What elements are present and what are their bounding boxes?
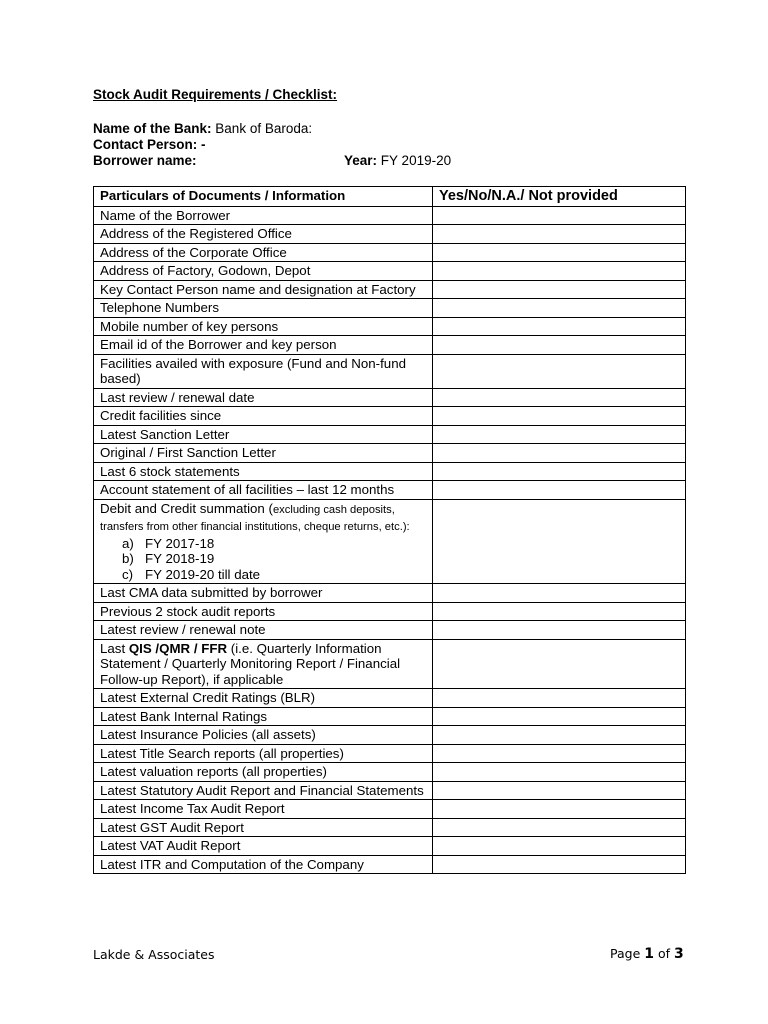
list-text: FY 2017-18 xyxy=(145,535,215,551)
list-marker: b) xyxy=(122,551,134,566)
year-label: Year: xyxy=(344,153,378,168)
table-row xyxy=(94,855,686,874)
page-word: Page xyxy=(610,946,641,961)
row-particular: Latest review / renewal note xyxy=(94,621,433,640)
table-row xyxy=(94,726,686,745)
row-status-cell[interactable] xyxy=(433,388,686,407)
bank-value: Bank of Baroda: xyxy=(215,121,313,136)
row-particular: Original / First Sanction Letter xyxy=(94,444,433,463)
row-particular: Last 6 stock statements xyxy=(94,462,433,481)
row-particular: Name of the Borrower xyxy=(94,206,433,225)
row-status-cell[interactable] xyxy=(433,225,686,244)
row-status-cell[interactable] xyxy=(433,354,686,388)
row-status-cell[interactable] xyxy=(433,602,686,621)
row-particular: Latest Statutory Audit Report and Financial Statements xyxy=(94,781,433,800)
table-row xyxy=(94,584,686,603)
row-particular: Last review / renewal date xyxy=(94,388,433,407)
table-row xyxy=(94,707,686,726)
row-status-cell[interactable] xyxy=(433,726,686,745)
table-row xyxy=(94,639,686,689)
qis-prefix: Last xyxy=(100,640,129,656)
header-status: Yes/No/N.A./ Not provided xyxy=(433,187,686,207)
table-row xyxy=(94,354,686,388)
document-title: Stock Audit Requirements / Checklist: xyxy=(93,87,338,102)
header-particulars: Particulars of Documents / Information xyxy=(94,187,433,207)
row-particular: Latest Bank Internal Ratings xyxy=(94,707,433,726)
borrower-label: Borrower name: xyxy=(93,153,197,168)
row-status-cell[interactable] xyxy=(433,499,686,584)
qis-bold: QIS /QMR / FFR xyxy=(128,640,228,656)
row-particular: Latest GST Audit Report xyxy=(94,818,433,837)
row-status-cell[interactable] xyxy=(433,818,686,837)
contact-line xyxy=(93,137,206,152)
table-row xyxy=(94,206,686,225)
table-row xyxy=(94,781,686,800)
row-particular: Account statement of all facilities – last 12 months xyxy=(94,481,433,500)
list-item xyxy=(100,551,427,567)
bank-label: Name of the Bank: xyxy=(93,121,212,136)
list-item xyxy=(100,567,427,583)
contact-label: Contact Person: - xyxy=(93,137,206,152)
row-particular: Latest External Credit Ratings (BLR) xyxy=(94,689,433,708)
row-particular: Latest ITR and Computation of the Company xyxy=(94,855,433,874)
table-row xyxy=(94,317,686,336)
table-row xyxy=(94,407,686,426)
row-status-cell[interactable] xyxy=(433,639,686,689)
row-status-cell[interactable] xyxy=(433,206,686,225)
year-field xyxy=(344,153,451,168)
page-number xyxy=(610,946,684,962)
table-row xyxy=(94,818,686,837)
bank-line xyxy=(93,121,312,136)
checklist-table xyxy=(93,186,686,874)
row-particular: Address of the Corporate Office xyxy=(94,243,433,262)
row-particular: Mobile number of key persons xyxy=(94,317,433,336)
table-row xyxy=(94,336,686,355)
row-status-cell[interactable] xyxy=(433,855,686,874)
row-particular: Key Contact Person name and designation at Factory xyxy=(94,280,433,299)
list-marker: a) xyxy=(122,535,134,551)
row-particular: Telephone Numbers xyxy=(94,299,433,318)
table-row xyxy=(94,444,686,463)
row-particular: Address of the Registered Office xyxy=(94,225,433,244)
table-row xyxy=(94,425,686,444)
list-marker: c) xyxy=(122,566,134,582)
row-status-cell[interactable] xyxy=(433,407,686,426)
row-particular: Address of Factory, Godown, Depot xyxy=(94,262,433,281)
row-status-cell[interactable] xyxy=(433,763,686,782)
row-status-cell[interactable] xyxy=(433,781,686,800)
row-particular: Credit facilities since xyxy=(94,407,433,426)
year-value: FY 2019-20 xyxy=(380,153,452,168)
row-status-cell[interactable] xyxy=(433,689,686,708)
row-status-cell[interactable] xyxy=(433,584,686,603)
row-status-cell[interactable] xyxy=(433,481,686,500)
page-total: 3 xyxy=(674,946,684,962)
borrower-line xyxy=(93,153,452,168)
row-status-cell[interactable] xyxy=(433,317,686,336)
table-row xyxy=(94,225,686,244)
table-row xyxy=(94,800,686,819)
table-row xyxy=(94,481,686,500)
row-status-cell[interactable] xyxy=(433,280,686,299)
row-status-cell[interactable] xyxy=(433,262,686,281)
row-status-cell[interactable] xyxy=(433,800,686,819)
row-status-cell[interactable] xyxy=(433,243,686,262)
row-particular: Latest VAT Audit Report xyxy=(94,837,433,856)
row-particular: Latest Sanction Letter xyxy=(94,425,433,444)
row-status-cell[interactable] xyxy=(433,425,686,444)
row-particular: Latest Insurance Policies (all assets) xyxy=(94,726,433,745)
row-particular: Last CMA data submitted by borrower xyxy=(94,584,433,603)
list-text: FY 2019-20 till date xyxy=(145,566,261,582)
page-current: 1 xyxy=(644,946,654,962)
table-row xyxy=(94,689,686,708)
fy-list xyxy=(100,536,427,583)
table-row xyxy=(94,744,686,763)
debit-credit-note: excluding cash deposits, transfers from other financial institutions, cheque returns, etc.): xyxy=(100,503,410,533)
row-particular xyxy=(94,499,433,584)
page-of: of xyxy=(657,946,671,961)
row-particular: Facilities availed with exposure (Fund and Non-fund based) xyxy=(94,354,433,388)
row-status-cell[interactable] xyxy=(433,336,686,355)
table-row xyxy=(94,388,686,407)
row-particular: Latest valuation reports (all properties) xyxy=(94,763,433,782)
table-row xyxy=(94,499,686,584)
table-header-row xyxy=(94,187,686,207)
table-row xyxy=(94,243,686,262)
table-row xyxy=(94,763,686,782)
footer-company: Lakde & Associates xyxy=(93,947,215,962)
list-item xyxy=(100,536,427,552)
row-status-cell[interactable] xyxy=(433,837,686,856)
table-row xyxy=(94,621,686,640)
table-row xyxy=(94,837,686,856)
table-row xyxy=(94,262,686,281)
qis-rest: (i.e. Quarterly Information Statement / Quarterly Monitoring Report / Financial Follow-up Report), if applicable xyxy=(100,640,401,687)
debit-credit-lead: Debit and Credit summation ( xyxy=(100,500,273,516)
table-row xyxy=(94,299,686,318)
row-status-cell[interactable] xyxy=(433,462,686,481)
row-status-cell[interactable] xyxy=(433,299,686,318)
table-row xyxy=(94,462,686,481)
row-particular: Previous 2 stock audit reports xyxy=(94,602,433,621)
row-particular xyxy=(94,639,433,689)
row-status-cell[interactable] xyxy=(433,744,686,763)
table-row xyxy=(94,280,686,299)
list-text: FY 2018-19 xyxy=(145,551,215,566)
row-particular: Email id of the Borrower and key person xyxy=(94,336,433,355)
row-particular: Latest Title Search reports (all properties) xyxy=(94,744,433,763)
row-status-cell[interactable] xyxy=(433,621,686,640)
table-row xyxy=(94,602,686,621)
row-status-cell[interactable] xyxy=(433,444,686,463)
row-particular: Latest Income Tax Audit Report xyxy=(94,800,433,819)
row-status-cell[interactable] xyxy=(433,707,686,726)
